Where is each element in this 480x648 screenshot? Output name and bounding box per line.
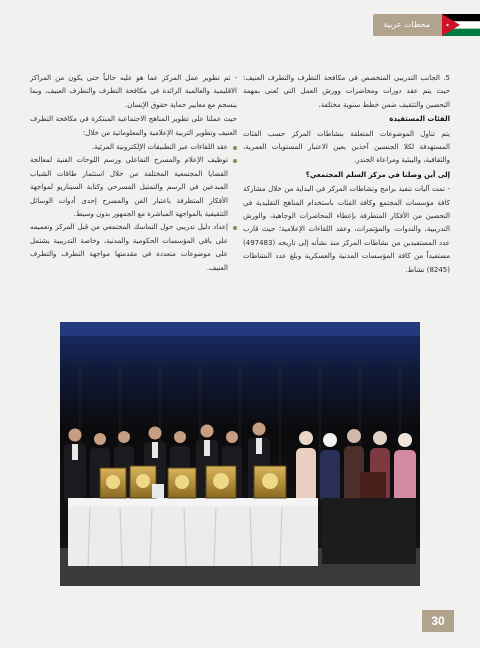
paragraph-development: - تم تطوير عمل المركز عما هو عليه حالياً حتى يكون من المراكز الاقليمية والعالمية الرائدة في مكافحة التطرف والتطرف العنيف، وبما ينسجم مع معايير حماية حقوق الإنسان. (30, 74, 237, 109)
section-header (330, 14, 480, 36)
paragraph-training: 5. الجانب التدريبي المتخصص في مكافحة التطرف والتطرف العنيف: حيث يتم عقد دورات ومحاضرات وورش العمل التي تُعنى بمهمة التحصين والتثقيف ضمن خطط سنوية مختلفة. (243, 74, 450, 109)
page-number: 30 (422, 610, 454, 632)
paragraph-beneficiaries: يتم تناول الموضوعات المتعلقة بنشاطات المركز حسب الفئات المستهدفة لكلا الجنسين آخذين بعين الاعتبار المستويات العمرية، والثقافية، والبيئية ومراعاة الجندر. (243, 129, 450, 165)
paragraph-approaches: حيث عملنا على تطوير المناهج الاجتماعية المبتكرة في مكافحة التطرف العنيف وتطوير التربية الإعلامية والمعلوماتية من خلال: (30, 115, 237, 137)
heading-beneficiaries: الفئات المستفيدة (389, 115, 450, 124)
left-text-column (30, 72, 237, 275)
award-ceremony-image (60, 322, 420, 586)
section-label: محطات عربية (373, 14, 442, 36)
right-text-column (243, 72, 450, 278)
jordan-flag-icon (442, 14, 480, 36)
approaches-list (30, 141, 237, 275)
heading-progress: إلى أين وصلنا في مركز السلم المجتمعي؟ (305, 170, 450, 179)
list-item: توظيف الإعلام والمسرح التفاعلي ورسم اللوحات الفنية لمعالجة القضايا المجتمعية المختلفة من خلال استثمار طاقات الشباب المبدعين في الرسم والتمثيل المسرحي وكتابة السيناريو لمواجهة الأفكار المتطرفة باعتبار الفن والمسرح إحدى أدوات الوسائل التثقيفية بالمواجهة المباشرة مع الجمهور بدون وسيط. (30, 154, 237, 221)
list-item: عقد اللقاءات عبر التطبيقات الإلكترونية المرئية. (30, 141, 237, 154)
group-photo (60, 322, 420, 586)
list-item: إعداد دليل تدريبي حول التماسك المجتمعي من قبل المركز وتعميمه على باقي المؤسسات الحكومية والمدنية، وخاصة التدريبية يشتمل على موضوعات متعددة في مقدمتها مواجهة التطرف والتطرف العنيف. (30, 221, 237, 275)
paragraph-progress: - تمت آليات تنفيذ برامج ونشاطات المركز في البداية من خلال مشاركة كافة مؤسسات المجتمع وكافة الفئات باستخدام المناهج التقليدية في التحصين من الأفكار المتطرفة بإعطاء المحاضرات الوجاهية، والورش التدريبية، والندوات، والمؤتمرات، وعقد اللقاءات الإعلامية؛ حيث قارب عدد المستفيدين من نشاطات المركز منذ نشأته إلى تاريخه (497483) مستفيداً من كافة المؤسسات المدنية والعسكرية وبلغ عدد النشاطات (8245) نشاط. (243, 185, 450, 274)
